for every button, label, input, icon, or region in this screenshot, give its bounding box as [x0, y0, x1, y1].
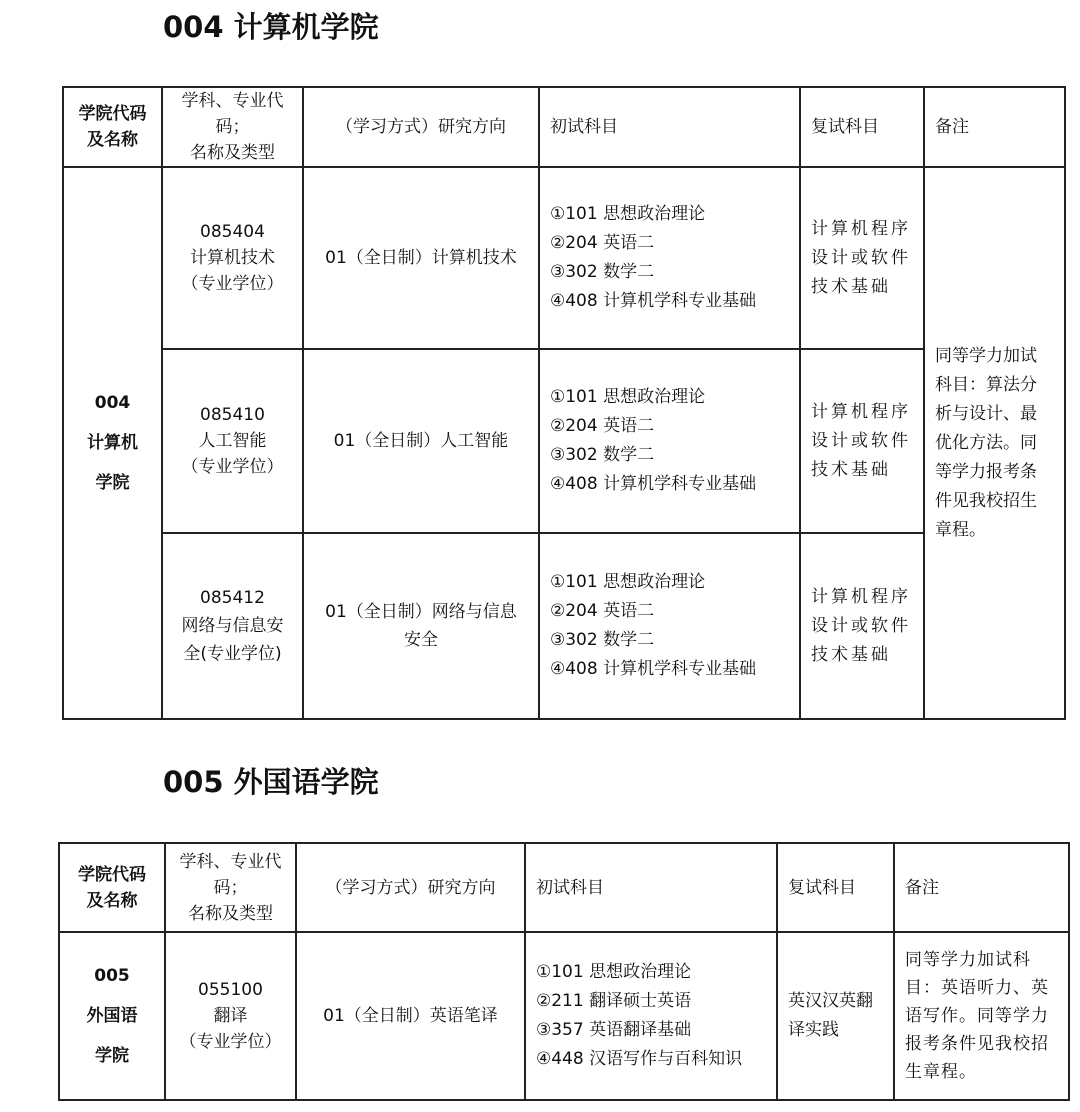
table-row: [59, 932, 1069, 1100]
program-table: [58, 842, 1070, 1101]
header-exams: 初试科目: [525, 843, 777, 932]
retest-cell: 计算机程序 设计或软件 技术基础: [800, 533, 924, 719]
section-title: 004 计算机学院: [163, 10, 379, 44]
college-cell: 005 外国语 学院: [59, 932, 165, 1100]
exams-cell: ①101 思想政治理论 ②211 翻译硕士英语 ③357 英语翻译基础 ④448 汉语写作与百科知识: [525, 932, 777, 1100]
program-table: [62, 86, 1066, 720]
header-college: 学院代码 及名称: [59, 843, 165, 932]
exams-cell: ①101 思想政治理论 ②204 英语二 ③302 数学二 ④408 计算机学科专业基础: [539, 533, 800, 719]
header-row: [63, 87, 1065, 167]
header-exams: 初试科目: [539, 87, 800, 167]
exams-cell: ①101 思想政治理论 ②204 英语二 ③302 数学二 ④408 计算机学科专业基础: [539, 349, 800, 533]
direction-cell: 01（全日制）人工智能: [303, 349, 539, 533]
header-major: 学科、专业代 码； 名称及类型: [165, 843, 296, 932]
table-row: [63, 349, 1065, 533]
notes-cell: 同等学力加试 科目：算法分 析与设计、最 优化方法。同 等学力报考条 件见我校招生 章程。: [924, 167, 1065, 719]
header-direction: （学习方式）研究方向: [296, 843, 525, 932]
retest-cell: 计算机程序 设计或软件 技术基础: [800, 167, 924, 349]
header-major: 学科、专业代 码； 名称及类型: [162, 87, 303, 167]
header-retest: 复试科目: [800, 87, 924, 167]
header-direction: （学习方式）研究方向: [303, 87, 539, 167]
header-retest: 复试科目: [777, 843, 894, 932]
header-row: [59, 843, 1069, 932]
table-row: [63, 167, 1065, 349]
retest-cell: 计算机程序 设计或软件 技术基础: [800, 349, 924, 533]
header-notes: 备注: [894, 843, 1069, 932]
direction-cell: 01（全日制）网络与信息 安全: [303, 533, 539, 719]
header-notes: 备注: [924, 87, 1065, 167]
major-cell: 085410 人工智能 （专业学位）: [162, 349, 303, 533]
section-title: 005 外国语学院: [163, 765, 379, 799]
retest-cell: 英汉汉英翻 译实践: [777, 932, 894, 1100]
header-college: 学院代码 及名称: [63, 87, 162, 167]
direction-cell: 01（全日制）计算机技术: [303, 167, 539, 349]
exams-cell: ①101 思想政治理论 ②204 英语二 ③302 数学二 ④408 计算机学科专业基础: [539, 167, 800, 349]
major-cell: 055100 翻译 （专业学位）: [165, 932, 296, 1100]
college-cell: 004 计算机 学院: [63, 167, 162, 719]
table-row: [63, 533, 1065, 719]
notes-cell: 同等学力加试科 目：英语听力、英 语写作。同等学力 报考条件见我校招 生章程。: [894, 932, 1069, 1100]
major-cell: 085412 网络与信息安 全(专业学位): [162, 533, 303, 719]
major-cell: 085404 计算机技术 （专业学位）: [162, 167, 303, 349]
direction-cell: 01（全日制）英语笔译: [296, 932, 525, 1100]
